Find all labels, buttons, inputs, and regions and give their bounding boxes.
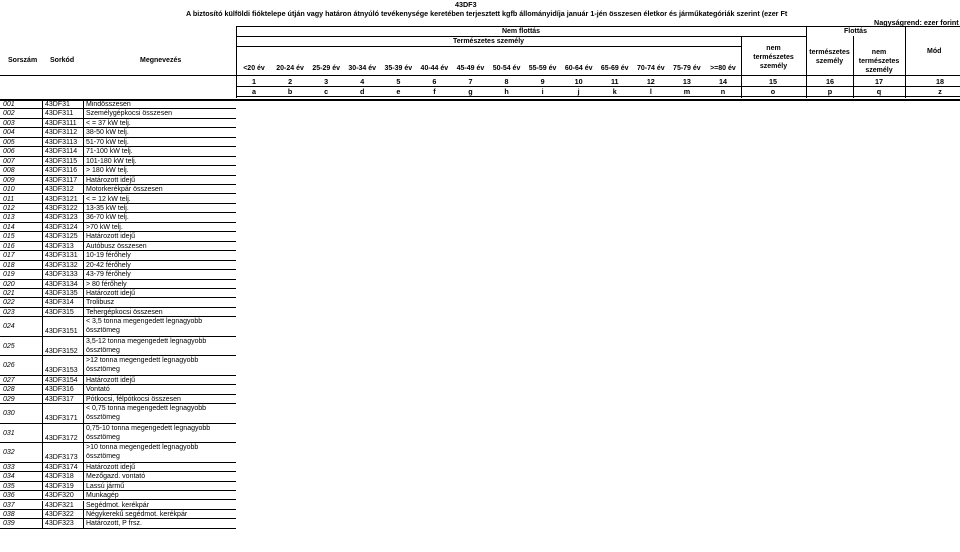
row-sorkod: 43DF3131: [45, 252, 78, 260]
row-sorkod: 43DF3174: [45, 463, 78, 471]
column-number: 12: [646, 77, 655, 86]
table-row: [0, 128, 236, 137]
column-number: 3: [324, 77, 329, 86]
column-letter: p: [827, 87, 833, 96]
table-row: [0, 157, 236, 166]
row-megnevezes: össztömeg: [86, 366, 120, 374]
row-megnevezes: < = 12 kW telj.: [86, 195, 131, 203]
table-row: [0, 166, 236, 175]
row-sorszam: 008: [3, 167, 15, 175]
report-code: 43DF3: [455, 0, 477, 9]
row-sorszam: 012: [3, 204, 15, 212]
column-number: 14: [718, 77, 727, 86]
column-divider: [83, 317, 84, 337]
row-sorszam: 007: [3, 157, 15, 165]
col-megnevezes: Megnevezés: [140, 57, 182, 64]
row-sorkod: 43DF314: [45, 299, 74, 307]
column-number: 8: [504, 77, 509, 86]
row-megnevezes: < 3,5 tonna megengedett legnagyobb: [86, 318, 203, 326]
column-number: 4: [360, 77, 365, 86]
row-sorszam: 037: [3, 501, 15, 509]
row-sorkod: 43DF3116: [45, 167, 78, 175]
row-sorkod: 43DF3112: [45, 129, 78, 137]
table-row: [0, 251, 236, 260]
row-megnevezes: össztömeg: [86, 414, 120, 422]
table-row: [0, 404, 236, 424]
row-sorkod: 43DF318: [45, 473, 74, 481]
row-sorkod: 43DF3171: [45, 415, 78, 423]
row-megnevezes: 3,5-12 tonna megengedett legnagyobb: [86, 337, 207, 345]
age-group-header: >=80 év: [710, 65, 736, 72]
table-row: [0, 501, 236, 510]
row-sorszam: 002: [3, 110, 15, 118]
table-row: [0, 280, 236, 289]
row-sorszam: 021: [3, 290, 15, 297]
table-row: [0, 519, 236, 528]
row-megnevezes: 20-42 férőhely: [86, 261, 131, 269]
row-megnevezes: Lassú jármű: [86, 482, 125, 490]
column-letter: f: [433, 87, 436, 96]
row-megnevezes: Személygépkocsi összesen: [86, 110, 172, 118]
table-row: [0, 289, 236, 298]
row-megnevezes: Motorkerékpár összesen: [86, 186, 163, 194]
row-megnevezes: Határozott idejű: [86, 376, 136, 384]
column-divider: [83, 424, 84, 444]
row-megnevezes: 43-79 férőhely: [86, 271, 131, 279]
col-nem-flottas: Nem flottás: [501, 28, 541, 35]
row-sorszam: 032: [3, 449, 15, 457]
table-row: [0, 242, 236, 251]
column-number: 6: [432, 77, 437, 86]
table-row: [0, 424, 236, 444]
row-sorkod: 43DF3154: [45, 376, 78, 384]
row-sorkod: 43DF321: [45, 501, 74, 509]
row-sorkod: 43DF320: [45, 492, 74, 500]
row-sorkod: 43DF3111: [45, 119, 77, 127]
table-row: [0, 176, 236, 185]
column-number: 2: [288, 77, 293, 86]
column-number: 9: [540, 77, 545, 86]
row-sorkod: 43DF311: [45, 110, 74, 118]
row-sorkod: 43DF316: [45, 386, 74, 394]
row-sorkod: 43DF315: [45, 308, 74, 316]
column-letter: i: [541, 87, 544, 96]
column-number: 13: [682, 77, 691, 86]
table-row: [0, 482, 236, 491]
column-divider: [42, 443, 43, 463]
row-megnevezes: össztömeg: [86, 346, 120, 354]
row-sorkod: 43DF3113: [45, 138, 78, 146]
column-number: 7: [468, 77, 473, 86]
row-sorkod: 43DF3153: [45, 367, 78, 375]
col-mod: Mód: [927, 48, 942, 55]
row-megnevezes: Pótkocsi, félpótkocsi összesen: [86, 395, 181, 403]
column-letter: m: [683, 87, 691, 96]
row-megnevezes: össztömeg: [86, 453, 120, 461]
row-megnevezes: < = 37 kW telj.: [86, 119, 131, 127]
row-sorszam: 014: [3, 223, 15, 231]
col-sorszam: Sorszám: [8, 57, 38, 64]
row-sorszam: 039: [3, 520, 15, 528]
table-row: [0, 270, 236, 279]
table-row: [0, 337, 236, 357]
row-sorkod: 43DF3121: [45, 195, 78, 203]
row-sorkod: 43DF317: [45, 395, 74, 403]
column-divider: [83, 356, 84, 376]
row-sorszam: 035: [3, 482, 15, 490]
row-megnevezes: Autóbusz összesen: [86, 242, 147, 250]
table-row: [0, 317, 236, 337]
row-sorszam: 038: [3, 510, 15, 518]
row-sorkod: 43DF31: [45, 101, 70, 108]
row-megnevezes: össztömeg: [86, 327, 120, 335]
table-row: [0, 100, 236, 109]
row-sorszam: 020: [3, 280, 15, 288]
column-letter: j: [577, 87, 580, 96]
row-sorszam: 005: [3, 138, 15, 146]
column-divider: [83, 443, 84, 463]
row-sorszam: 030: [3, 410, 15, 418]
row-megnevezes: 13-35 kW telj.: [86, 204, 129, 212]
row-sorkod: 43DF3115: [45, 157, 78, 165]
row-sorszam: 003: [3, 119, 15, 127]
column-letter: e: [396, 87, 401, 96]
row-sorkod: 43DF3151: [45, 328, 78, 336]
table-row: [0, 385, 236, 394]
row-megnevezes: >10 tonna megengedett legnagyobb: [86, 444, 199, 452]
table-row: [0, 261, 236, 270]
row-megnevezes: össztömeg: [86, 433, 120, 441]
column-divider: [83, 404, 84, 424]
age-group-header: 55-59 év: [528, 65, 557, 72]
age-group-header: 70-74 év: [636, 65, 665, 72]
table-row: [0, 223, 236, 232]
age-group-header: 20-24 év: [276, 65, 304, 72]
table-row: [0, 204, 236, 213]
age-group-header: 45-49 év: [456, 65, 485, 72]
column-letter: d: [360, 87, 365, 96]
row-sorkod: 43DF3124: [45, 223, 78, 231]
row-sorszam: 006: [3, 148, 15, 156]
table-row: [0, 213, 236, 222]
row-sorkod: 43DF3173: [45, 454, 78, 462]
table-row: [0, 443, 236, 463]
row-megnevezes: Határozott, P frsz.: [86, 520, 142, 528]
row-sorszam: 013: [3, 214, 15, 222]
row-sorszam: 016: [3, 242, 15, 250]
row-sorkod: 43DF312: [45, 186, 74, 194]
table-row: [0, 510, 236, 519]
row-sorszam: 029: [3, 395, 15, 403]
row-megnevezes: >12 tonna megengedett legnagyobb: [86, 357, 199, 365]
row-megnevezes: Munkagép: [86, 492, 119, 500]
row-megnevezes: Mindösszesen: [86, 101, 131, 108]
row-megnevezes: > 180 kW telj.: [86, 167, 129, 175]
table-row: [0, 463, 236, 472]
col-sorkod: Sorkód: [50, 57, 75, 64]
column-letter: c: [324, 87, 329, 96]
row-sorkod: 43DF3117: [45, 176, 78, 184]
row-sorszam: 024: [3, 323, 15, 331]
column-letter: o: [770, 87, 776, 96]
column-number: 11: [610, 77, 619, 86]
row-sorkod: 43DF322: [45, 510, 74, 518]
table-row: [0, 376, 236, 385]
column-letter: z: [938, 87, 942, 96]
row-megnevezes: Határozott idejű: [86, 176, 136, 184]
row-sorszam: 025: [3, 342, 15, 350]
age-group-header: 35-39 év: [384, 65, 413, 72]
row-megnevezes: 51-70 kW telj.: [86, 138, 129, 146]
table-row: [0, 395, 236, 404]
col-flottas-termeszetes: [806, 48, 853, 66]
row-sorszam: 034: [3, 473, 15, 481]
row-megnevezes: 10-19 férőhely: [86, 252, 131, 260]
table-row: [0, 308, 236, 317]
row-megnevezes: 0,75-10 tonna megengedett legnagyobb: [86, 424, 211, 432]
table-row: [0, 138, 236, 147]
table-row: [0, 472, 236, 481]
column-number: 5: [396, 77, 401, 86]
row-sorkod: 43DF3133: [45, 271, 78, 279]
row-megnevezes: Mezőgazd. vontató: [86, 473, 146, 481]
column-letter: g: [468, 87, 473, 96]
column-divider: [42, 317, 43, 337]
row-sorkod: 43DF3114: [45, 148, 78, 156]
row-sorszam: 023: [3, 308, 15, 316]
row-megnevezes: 38-50 kW telj.: [86, 129, 129, 137]
row-sorkod: 43DF3132: [45, 261, 78, 269]
row-sorkod: 43DF3135: [45, 290, 78, 297]
col-flottas-nem-termeszetes-text: nem természetes személy: [858, 49, 900, 74]
column-letter: l: [649, 87, 652, 96]
row-sorszam: 033: [3, 463, 15, 471]
age-group-header: 75-79 év: [673, 65, 701, 72]
col-termeszetes-szemely: Természetes személy: [452, 38, 525, 45]
row-megnevezes: Határozott idejű: [86, 290, 136, 297]
table-row: [0, 119, 236, 128]
table-row: [0, 147, 236, 156]
col-nem-termeszetes-text: nem természetes személy: [753, 45, 794, 70]
row-megnevezes: 71-100 kW telj.: [86, 148, 133, 156]
row-sorkod: 43DF313: [45, 242, 74, 250]
row-sorszam: 017: [3, 252, 15, 260]
row-sorszam: 018: [3, 261, 15, 269]
row-megnevezes: < 0,75 tonna megengedett legnagyobb: [86, 405, 207, 413]
row-sorszam: 011: [3, 195, 15, 203]
column-divider: [42, 356, 43, 376]
column-divider: [42, 404, 43, 424]
column-letter: b: [287, 87, 293, 96]
table-row: [0, 109, 236, 118]
row-sorszam: 009: [3, 176, 15, 184]
age-group-header: 65-69 év: [600, 65, 629, 72]
row-border: [0, 528, 236, 529]
row-megnevezes: Trolibusz: [86, 299, 115, 307]
column-number: 10: [574, 77, 583, 86]
column-number: 18: [936, 77, 944, 86]
row-sorszam: 015: [3, 233, 15, 241]
row-sorszam: 004: [3, 129, 15, 137]
table-row: [0, 298, 236, 307]
row-sorkod: 43DF3122: [45, 204, 78, 212]
age-group-header: 50-54 év: [492, 65, 521, 72]
column-letter: a: [252, 87, 257, 96]
row-sorszam: 028: [3, 386, 15, 394]
row-megnevezes: 101-180 kW telj.: [86, 157, 137, 165]
table-row: [0, 232, 236, 241]
column-number: 17: [875, 77, 883, 86]
row-sorkod: 43DF3125: [45, 233, 78, 241]
age-group-header: 60-64 év: [564, 65, 593, 72]
report-title: A biztosító külföldi fióktelepe útján vagy határon átnyúló tevékenysége keretében terjesztett kgfb állományidíja január 1-jén összesen életkor és járműkategóriák szerint (ezer Ft: [186, 9, 788, 18]
column-number: 15: [769, 77, 777, 86]
table-row: [0, 195, 236, 204]
column-number: 1: [252, 77, 257, 86]
row-sorszam: 026: [3, 362, 15, 370]
column-number: 16: [826, 77, 834, 86]
row-megnevezes: Tehergépkocsi összesen: [86, 308, 163, 316]
column-divider: [42, 424, 43, 444]
table-row: [0, 356, 236, 376]
age-group-header: 40-44 év: [420, 65, 449, 72]
column-divider: [42, 337, 43, 357]
row-sorszam: 010: [3, 186, 15, 194]
age-group-header: 30-34 év: [348, 65, 377, 72]
row-megnevezes: >70 kW telj.: [86, 223, 123, 231]
row-sorszam: 027: [3, 376, 15, 384]
row-megnevezes: 36-70 kW telj.: [86, 214, 129, 222]
column-divider: [83, 337, 84, 357]
row-megnevezes: Határozott idejű: [86, 233, 136, 241]
row-megnevezes: Négykerekű segédmot. kerékpár: [86, 510, 188, 518]
row-megnevezes: Határozott idejű: [86, 463, 136, 471]
column-letter: h: [504, 87, 509, 96]
row-sorszam: 031: [3, 429, 15, 437]
row-sorszam: 022: [3, 299, 15, 307]
table-row: [0, 185, 236, 194]
column-letter: n: [720, 87, 726, 96]
column-letter: k: [612, 87, 617, 96]
row-sorkod: 43DF3123: [45, 214, 78, 222]
row-sorszam: 019: [3, 271, 15, 279]
row-sorkod: 43DF3152: [45, 347, 78, 355]
row-sorkod: 43DF3134: [45, 280, 78, 288]
age-group-header: 25-29 év: [312, 65, 340, 72]
row-megnevezes: Vontató: [86, 386, 110, 394]
row-megnevezes: > 80 férőhely: [86, 280, 127, 288]
row-sorkod: 43DF319: [45, 482, 74, 490]
age-group-header: <20 év: [243, 65, 265, 72]
row-sorszam: 036: [3, 492, 15, 500]
col-nem-termeszetes-szemely: [741, 44, 806, 71]
row-sorkod: 43DF323: [45, 520, 74, 528]
table-row: [0, 491, 236, 500]
row-megnevezes: Segédmot. kerékpár: [86, 501, 150, 509]
col-flottas: Flottás: [844, 28, 867, 35]
col-flottas-nem-termeszetes: [853, 48, 905, 75]
scale-label: Nagyságrend: ezer forint: [874, 18, 959, 27]
col-flottas-termeszetes-text: természetes személy: [809, 49, 850, 65]
row-sorkod: 43DF3172: [45, 434, 78, 442]
column-letter: q: [876, 87, 882, 96]
row-sorszam: 001: [3, 101, 15, 108]
